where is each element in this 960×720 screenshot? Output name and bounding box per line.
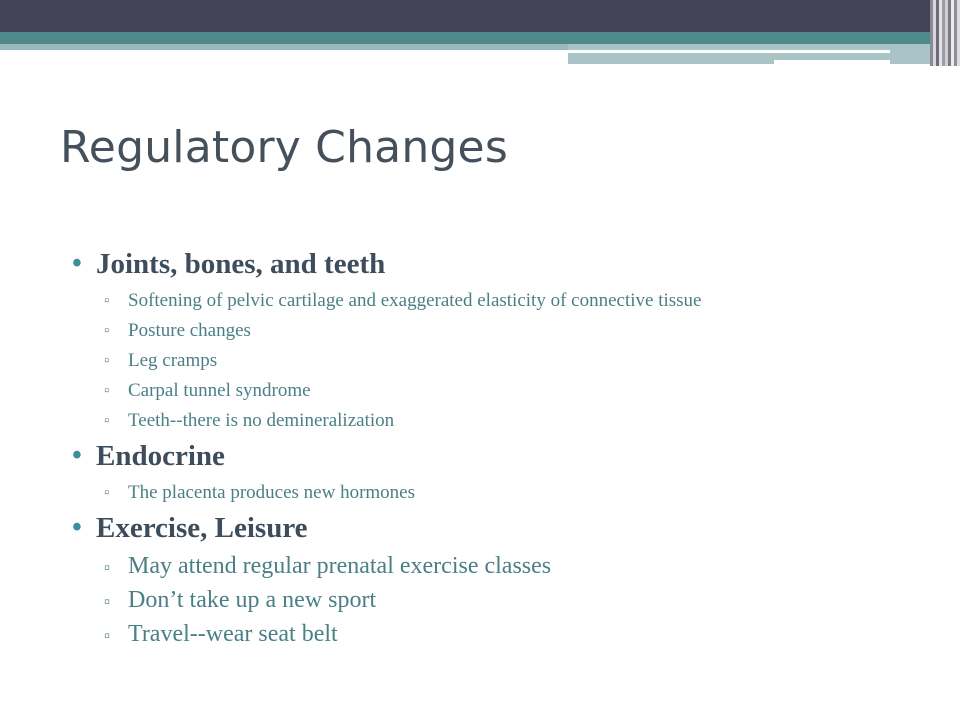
list-item-text: Don’t take up a new sport [128,587,377,613]
list-item [72,290,902,312]
square-bullet-icon: ▫ [104,413,110,429]
list-item-text: Teeth--there is no demineralization [128,410,395,431]
list-item [72,482,902,504]
slide-content [72,240,902,648]
header-white-line [568,50,890,53]
list-item-text: Posture changes [128,320,251,341]
square-bullet-icon: ▫ [104,323,110,339]
square-bullet-icon: ▫ [104,383,110,399]
list-item-text: The placenta produces new hormones [128,482,416,503]
section-heading-label: Exercise, Leisure [96,512,308,544]
bullet-icon: • [72,512,82,543]
square-bullet-icon: ▫ [104,293,110,309]
header-teal-bar [0,32,930,44]
list-item-text: Softening of pelvic cartilage and exaggerated elasticity of connective tissue [128,290,702,311]
square-bullet-icon: ▫ [104,353,110,369]
section-heading-joints [72,246,902,282]
section-heading-exercise [72,510,902,546]
bullet-icon: • [72,440,82,471]
square-bullet-icon: ▫ [104,558,111,577]
list-item-text: Carpal tunnel syndrome [128,380,311,401]
header-stripes [930,0,960,66]
list-item [72,552,902,580]
header-white-line-short [774,60,890,64]
list-item [72,320,902,342]
list-item [72,620,902,648]
slide-title: Regulatory Changes [60,122,508,173]
section-heading-label: Endocrine [96,440,225,472]
square-bullet-icon: ▫ [104,626,111,645]
list-item [72,410,902,432]
section-heading-endocrine [72,438,902,474]
list-item-text: Leg cramps [128,350,218,371]
list-item [72,350,902,372]
square-bullet-icon: ▫ [104,485,110,501]
bullet-icon: • [72,248,82,279]
list-item-text: May attend regular prenatal exercise classes [128,553,552,579]
header-light-bar [0,44,568,50]
list-item [72,586,902,614]
list-item-text: Travel--wear seat belt [128,621,338,647]
header-dark-bar [0,0,960,32]
square-bullet-icon: ▫ [104,592,111,611]
list-item [72,380,902,402]
section-heading-label: Joints, bones, and teeth [96,248,386,280]
